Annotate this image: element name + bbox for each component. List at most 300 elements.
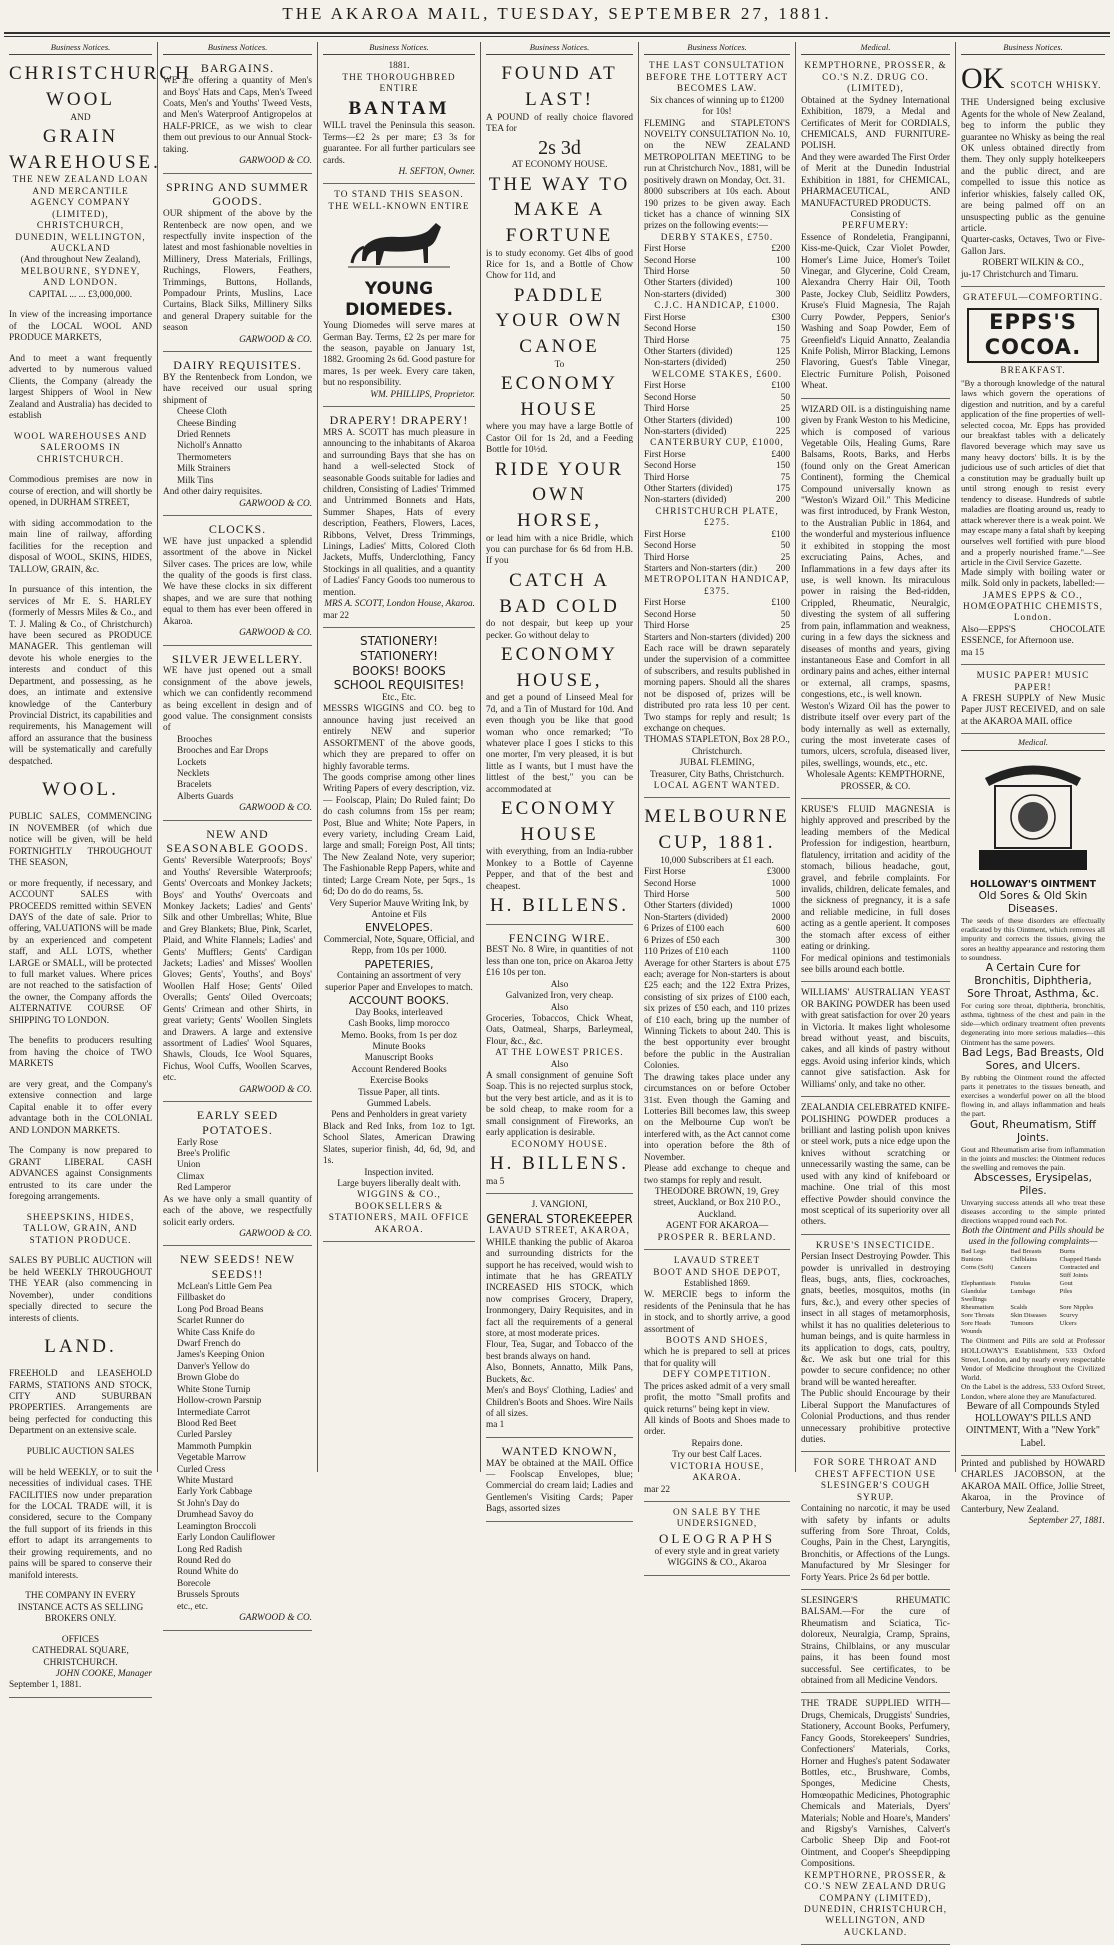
ad-body: Also, Bonnets, Annatto, Milk Pans, Buckets, &c. xyxy=(486,1363,633,1385)
ad-subtitle: THE WELL-KNOWN ENTIRE xyxy=(328,201,470,212)
signature: KEMPTHORNE, PROSSER, & CO.'S NEW ZEALAND DRUG COMPANY (LIMITED), DUNEDIN, CHRISTCHURCH, WELLINGTON, AND AUCKLAND. xyxy=(803,1870,948,1938)
ad-date: mar 22 xyxy=(323,610,350,621)
signature: ROBERT WILKIN & CO., xyxy=(982,258,1084,269)
list-item: etc., etc. xyxy=(177,1601,208,1612)
ad-body: Essence of Rondeletia, Frangipanni, Kiss-me-Quick, Czar Violet Powder, Homer's Lime Juice, Homer's Toilet Vinegar, and Glycerine, Cold Cream, Alexandra Cherry Hair Oil, Tooth Paste, Jockey Club, Seidlitz Powders, Kruse's Fluid Magnesia, The Rajah Curry Powder, Peppers, Senior's Washing and Soap Powder, Eem of Greenfield's Liquid Annatto, Zealandia Knife Polish, Mirror Blacking, Lemons Flavoring, Guest's Table Vinegar, Electric Furniture Polish, Poisoned Wheat. xyxy=(801,232,950,392)
ad-subtitle: SCOTCH WHISKY. xyxy=(1010,81,1102,92)
cities-2: MELBOURNE, SYDNEY, AND LONDON. xyxy=(20,266,141,289)
table-cell-label: Starters and Non-starters (divided) xyxy=(644,632,773,643)
prize-table xyxy=(644,867,790,958)
ad-body: Very Superior Mauve Writing Ink, by Antoine et Fils xyxy=(329,898,469,921)
list-item: Milk Strainers xyxy=(177,464,231,475)
list-item: Drumhead Savoy do xyxy=(177,1510,254,1521)
table-cell-label: Second Horse xyxy=(644,324,696,335)
list-item: Long Red Radish xyxy=(177,1544,243,1555)
signature: GARWOOD & CO. xyxy=(239,156,312,167)
list-item: Memo. Books, from 1s per doz xyxy=(341,1030,457,1041)
list-item: White Mustard xyxy=(177,1476,234,1487)
ad-date: ma 1 xyxy=(486,1420,505,1431)
section-heading: Abscesses, Erysipelas, Piles. xyxy=(974,1172,1092,1198)
table-cell-value: 150 xyxy=(776,461,790,472)
ad-body: Average for other Starters is about £75 each; average for Non-starters is about £25 each; and the 122 Extra Prizes, consisting of six prizes of £100 each, six prizes of £50 each, and 110 prizes of £10 each, bring up the number of Winning Tickets to about 240. This is the best opportunity ever brought before the public in the Australian Colonies. xyxy=(644,958,790,1072)
ad-body: AT THE LOWEST PRICES. xyxy=(495,1048,624,1059)
ad-body: which he is prepared to sell at prices that for quality will xyxy=(644,1347,790,1369)
table-row xyxy=(644,598,790,609)
list-item: Mammoth Pumpkin xyxy=(177,1441,252,1452)
ad-body: Also xyxy=(550,1059,569,1070)
ad-date: ma 15 xyxy=(961,647,984,658)
table-row xyxy=(644,484,790,495)
ad-title: KRUSE'S INSECTICIDE. xyxy=(815,1240,936,1251)
signature: WM. PHILLIPS, Proprietor. xyxy=(370,389,475,400)
ad-body: Consisting of xyxy=(850,209,901,220)
ad-body: A POUND of really choice flavored TEA for xyxy=(486,112,633,135)
table-row xyxy=(644,404,790,415)
zealandia-polish-ad xyxy=(801,1100,950,1235)
signature: GARWOOD & CO. xyxy=(239,628,312,639)
bargains-ad xyxy=(163,58,312,173)
ad-title: SLESINGER'S COUGH SYRUP. xyxy=(820,1481,931,1503)
ad-title: SCHOOL REQUISITES! xyxy=(333,678,465,693)
ad-body: Groceries, Tobaccos, Chick Wheat, Oats, Oatmeal, Sharps, Barleymeal, Flour, &c., &c. xyxy=(486,1013,633,1047)
race-title: C.J.C. HANDICAP, £1000. xyxy=(654,301,780,312)
table-cell-value: £300 xyxy=(771,312,790,323)
ad-body: Made simply with boiling water or milk. Sold only in packets, labelled:— xyxy=(961,567,1105,590)
ad-title: OK xyxy=(961,62,1005,96)
ad-body: THE Undersigned being exclusive Agents for the whole of New Zealand, beg to inform the public they guarantee no Whisky as being the real OK unless obtained directly from them. They only supply hotelkeepers and the public direct, and are compelled to issue this notice as inferior whiskies, falsely called OK, are being palmed off on an unsuspecting public as the genuine article. xyxy=(961,98,1105,234)
ad-body: with everything, from an India-rubber Monkey to a Bottle of Cayenne Pepper, and that of the best and cheapest. xyxy=(486,847,633,892)
ad-date: ju-17 Christchurch and Timaru. xyxy=(961,269,1079,280)
horse-illustration xyxy=(344,217,454,275)
list-item: Thermometers xyxy=(177,452,232,463)
list-item: Bunions xyxy=(961,1256,983,1264)
table-cell-label: Other Starters (divided) xyxy=(644,347,733,357)
table-row xyxy=(644,901,790,912)
ad-title: H. BILLENS. xyxy=(489,895,630,917)
ad-title: CATCH A BAD COLD xyxy=(499,569,620,617)
holloway-seal-illustration xyxy=(973,760,1093,878)
ad-body: A FRESH SUPPLY of New Music Paper JUST RECEIVED, and on sale at the AKAROA MAIL office xyxy=(961,693,1105,727)
table-cell-label: First Horse xyxy=(644,449,686,460)
list-item: Cheese Cloth xyxy=(177,407,227,418)
list-item: Corns (Soft) xyxy=(961,1264,994,1272)
column-header: Business Notices. xyxy=(9,42,152,55)
ad-body: do not despair, but keep up your pecker. Go without delay to xyxy=(486,619,633,641)
ad-title: FOR SORE THROAT AND CHEST AFFECTION USE xyxy=(813,1458,938,1480)
list-item: White Stone Turnip xyxy=(177,1384,251,1395)
ad-title: SILVER JEWELLERY. xyxy=(171,651,303,666)
race-title: METROPOLITAN HANDICAP, £375. xyxy=(644,575,790,597)
table-cell-label: 6 Prizes of £50 each xyxy=(644,935,720,946)
table-cell-label: Second Horse xyxy=(644,541,696,552)
ad-title: BOOT AND SHOE DEPOT, xyxy=(653,1267,781,1278)
table-cell-value: 200 xyxy=(776,632,790,643)
table-cell-value: 150 xyxy=(776,324,790,335)
ad-title-row xyxy=(961,61,1105,98)
ad-body: By rubbing the Ointment round the affected parts it penetrates to the tissues beneath, and exercises a wonderful power on all the blood flowing in, and allays inflammation and heals the part. xyxy=(961,1072,1105,1119)
table-cell-value: 75 xyxy=(780,335,790,346)
table-cell-label: Third Horse xyxy=(644,335,690,346)
table-cell-label: Second Horse xyxy=(644,609,696,620)
ad-title: MUSIC PAPER! MUSIC PAPER! xyxy=(976,671,1090,693)
signature: H. SEFTON, Owner. xyxy=(398,167,475,178)
stationery-ad xyxy=(323,631,475,1242)
table-row xyxy=(644,867,790,878)
list-item: Manuscript Books xyxy=(364,1053,434,1064)
table-row xyxy=(644,416,790,427)
list-item: Red Lamperor xyxy=(177,1183,231,1194)
table-cell-value: £100 xyxy=(771,598,790,609)
prize-table xyxy=(644,381,790,438)
ad-body: The prices asked admit of a very small profit, the motto "Small profits and quick returns" being kept in view. xyxy=(644,1381,790,1415)
paragraph: The benefits to producers resulting from having the choice of TWO MARKETS xyxy=(9,1036,152,1070)
signature: GARWOOD & CO. xyxy=(239,498,312,509)
ad-body: Both the Ointment and Pills should be used in the following complaints— xyxy=(961,1225,1105,1248)
table-cell-value: 225 xyxy=(776,426,790,437)
offices: OFFICES xyxy=(61,1634,100,1645)
paragraph: Commodious premises are now in course of erection, and will shortly be opened, in DURHAM STREET, xyxy=(9,475,152,509)
table-cell-value: 250 xyxy=(776,358,790,369)
list-item: Skin Diseases xyxy=(1010,1312,1047,1320)
ad-body: WHILE thanking the public of Akaroa and surrounding districts for the support he has received, would wish to intimate that he has GREATLY INCREASED HIS STOCK, which now comprises Grocery, Drapery, Ironmongery, Dairy Requisites, and in fact all the requirements of a general store, at most moderate prices. xyxy=(486,1237,633,1340)
dairy-ad xyxy=(163,355,312,516)
ad-subtitle: Established 1869. xyxy=(683,1278,751,1289)
table-cell-label: First Horse xyxy=(644,598,686,609)
table-cell-label: Third Horse xyxy=(644,472,690,483)
table-row xyxy=(644,913,790,924)
table-row xyxy=(644,358,790,369)
table-cell-label: Other Starters (divided) xyxy=(644,484,733,495)
table-row xyxy=(644,495,790,506)
ad-title: GENERAL STOREKEEPER xyxy=(486,1211,633,1226)
table-row xyxy=(644,621,790,632)
cities: CHRISTCHURCH, DUNEDIN, WELLINGTON, AUCKLAND xyxy=(15,221,146,254)
list-item: Brussels Sprouts xyxy=(177,1590,240,1601)
paragraph: In view of the increasing importance of the LOCAL WOOL AND PRODUCE MARKETS, xyxy=(9,310,152,344)
ad-body: On the Label is the address, 533 Oxford Street, London, where alone they are Manufactured. xyxy=(961,1382,1105,1401)
ad-body: Black and Red Inks, from 1oz to 1gt. School Slates, American Drawing Slates, superior finish, 4d, 6d, 9d, and 1s. xyxy=(323,1121,475,1167)
list-item: Bad Legs xyxy=(961,1248,986,1256)
ad-body: For curing sore throat, diphtheria, bronchitis, asthma, tightness of the chest and pain in the side—which ordinary treatment often prevents degenerating into more serious maladies—this Ointment has the same powers. xyxy=(961,1000,1105,1047)
seed-potatoes-ad xyxy=(163,1105,312,1246)
table-row xyxy=(644,450,790,461)
ad-body: ZEALANDIA CELEBRATED KNIFE-POLISHING POWDER produces a brilliant and lasting polish upon knives or steel work, puts a nice edge upon the knives without scratching or unnecessarily wasting the same, can be used with any kind of knifeboard or machine. One trial of this most effective Powder should convince the most sceptical of its superiority over all others. xyxy=(801,1103,950,1228)
consultation-ad xyxy=(644,58,790,798)
ad-body: Also xyxy=(550,979,569,990)
office-address: CATHEDRAL SQUARE, CHRISTCHURCH. xyxy=(32,1646,129,1668)
section-heading: ENVELOPES. xyxy=(364,921,434,935)
ad-body: Quarter-casks, Octaves, Two or Five-Gallon Jars. xyxy=(961,235,1105,257)
new-seeds-ad xyxy=(163,1249,312,1630)
ad-body: where you may have a large Bottle of Castor Oil for 1s 2d, and a Feeding Bottle for 10½d. xyxy=(486,422,633,456)
list-item: Gout xyxy=(1059,1280,1073,1288)
list-item: Cheese Binding xyxy=(177,418,237,429)
table-row xyxy=(644,879,790,890)
table-cell-label: First Horse xyxy=(644,867,686,878)
signature: JUBAL FLEMING, xyxy=(679,758,755,769)
ad-body: Each race will be drawn separately under the supervision of a committee of subscribers, and results published in morning papers. Should all the shares not be disposed of, prizes will be distributed pro rata less 10 per cent. Two stamps for reply and result; 1s exchange on cheques. xyxy=(644,643,790,734)
paragraph: The Company is now prepared to GRANT LIBERAL CASH ADVANCES against Consignments entrusted to its care under the foregoing arrangements. xyxy=(9,1146,152,1203)
table-row xyxy=(644,633,790,644)
table-cell-label: Third Horse xyxy=(644,621,690,632)
table-cell-label: Other Starters (divided) xyxy=(644,901,733,912)
table-cell-value: 300 xyxy=(776,289,790,300)
ad-body: FLEMING and STAPLETON'S NOVELTY CONSULTATION No. 10, on the NEW ZEALAND METROPOLITAN MEETING to be run at Christchurch Nov., 1881, will be positively drawn on Monday, Oct. 31. xyxy=(644,118,790,186)
rheumatic-balsam-ad xyxy=(801,1593,950,1693)
music-paper-ad xyxy=(961,668,1105,734)
race-title: DERBY STAKES, £750. xyxy=(660,232,774,243)
list-item: Dwarf French do xyxy=(177,1339,241,1349)
section-heading: Bad Legs, Bad Breasts, Old Sores, and Ulcers. xyxy=(962,1046,1104,1072)
drapery-ad xyxy=(323,410,475,628)
list-item: Intermediate Carrot xyxy=(177,1407,251,1418)
ad-body: Unvarying success attends all who treat these diseases according to the simple printed directions wrapped round each Pot. xyxy=(961,1197,1105,1226)
table-row xyxy=(644,936,790,947)
list-item: Bracelets xyxy=(177,780,212,791)
ad-title-and: AND xyxy=(70,112,91,123)
table-cell-label: First Horse xyxy=(644,312,686,323)
list-item: Curled Cress xyxy=(177,1464,226,1475)
ad-body: ECONOMY HOUSE. xyxy=(511,1139,608,1150)
table-row xyxy=(644,473,790,484)
ad-title: CLOCKS. xyxy=(208,521,267,536)
list-item: Danver's Yellow do xyxy=(177,1361,250,1372)
table-cell-value: 300 xyxy=(776,935,790,946)
column-7 xyxy=(956,42,1110,1527)
list-item: Burns xyxy=(1059,1248,1076,1256)
list-item: Cash Books, limp morocco xyxy=(348,1019,450,1030)
list-item: Hollow-crown Parsnip xyxy=(177,1396,262,1407)
table-cell-value: 2000 xyxy=(771,912,790,923)
ad-title: ECONOMY HOUSE xyxy=(500,798,619,845)
ad-title: HOLLOWAY'S OINTMENT xyxy=(970,878,1096,890)
ad-title: YOUNG DIOMEDES. xyxy=(345,279,453,321)
ad-body: WE have just opened out a small consignment of the above jewels, which we can confidently recommend as being excellent in design and of good value. The consignment consists of xyxy=(163,666,312,734)
list-item: James's Keeping Onion xyxy=(177,1350,265,1361)
list-item: Union xyxy=(177,1160,201,1171)
prize-table xyxy=(644,598,790,644)
ad-body: Containing an assortment of very superior Paper and Envelopes to match. xyxy=(325,971,473,993)
signature: WIGGINS & CO., BOOKSELLERS & STATIONERS, MAIL OFFICE AKAROA. xyxy=(328,1190,470,1235)
list-item: Sore Nipples xyxy=(1059,1304,1094,1312)
section-heading: ACCOUNT BOOKS. xyxy=(348,994,450,1008)
imprint-date: September 27, 1881. xyxy=(1028,1516,1105,1527)
race-title: WELCOME STAKES, £600. xyxy=(651,369,783,380)
masthead: THE AKAROA MAIL, TUESDAY, SEPTEMBER 27, 1881. xyxy=(282,4,832,23)
table-row xyxy=(644,461,790,472)
wanted-ad xyxy=(486,1441,633,1522)
ad-title: THE LAST CONSULTATION BEFORE THE LOTTERY ACT BECOMES LAW. xyxy=(645,61,789,95)
signature: THOMAS STAPLETON, Box 28 P.O., Christchurch. xyxy=(644,735,790,757)
list-item: Blood Red Beet xyxy=(177,1418,237,1429)
capital: CAPITAL ... ... £3,000,000. xyxy=(28,289,133,300)
ad-title: PADDLE YOUR OWN CANOE xyxy=(495,284,624,358)
paragraph: are very great, and the Company's extensive connection and large Capital enable it to offer every advantage both in the COLONIAL AND LONDON MARKETS. xyxy=(9,1080,152,1136)
list-item: Curled Parsley xyxy=(177,1430,232,1441)
list-item: Climax xyxy=(177,1171,205,1182)
table-row xyxy=(644,564,790,575)
column-header: Medical. xyxy=(961,737,1105,750)
ad-subtitle: Etc., Etc. xyxy=(381,693,417,703)
list-item: Round White do xyxy=(177,1567,239,1578)
ad-body: Gout and Rheumatism arise from inflammation in the joints and muscles: the Ointment reduces the swelling and removes the pain. xyxy=(961,1144,1105,1172)
ad-body: Try our best Calf Laces. xyxy=(672,1450,762,1461)
boot-depot-ad xyxy=(644,1253,790,1502)
list-item: Round Red do xyxy=(177,1556,231,1567)
table-row xyxy=(644,267,790,278)
table-cell-label: First Horse xyxy=(644,529,686,540)
paragraph: PUBLIC AUCTION SALES xyxy=(26,1447,135,1457)
list-item: Sore Heads xyxy=(961,1320,991,1328)
paragraph: And to meet a want frequently adverted to by numerous valued Clients, the Company (already the largest Shippers of Wool in New Zealand and Australia) has decided to establish xyxy=(9,353,152,422)
list-item: Bad Breasts xyxy=(1010,1248,1042,1256)
list-item: Contracted and Stiff Joints xyxy=(1059,1264,1100,1280)
price: 2s 3d xyxy=(538,136,581,159)
table-cell-label: Third Horse xyxy=(644,890,690,900)
table-row xyxy=(644,313,790,324)
table-cell-value: 25 xyxy=(780,404,790,415)
table-cell-value: 100 xyxy=(776,255,790,266)
ad-body: Young Diomedes will serve mares at German Bay. Terms, £2 2s per mare for the season, payable on January 1st, 1882. Grooming 2s 6d. Good pasture for mares, 1s per week. Every care taken, but no responsibility. xyxy=(323,321,475,389)
ad-body: WILLIAMS' AUSTRALIAN YEAST OR BAKING POWDER has been used with great satisfaction for over 20 years in Victoria. It makes light wholesome bread without yeast, and biscuits, cakes, and all kinds of pastry without eggs. Avoid using inferior kinds, which cannot give satisfaction. Ask for Williams' only, and take no other. xyxy=(801,988,950,1090)
ad-title: KEMPTHORNE, PROSSER, & CO.'S N.Z. DRUG CO. (LIMITED), xyxy=(804,61,947,95)
imprint-text: Printed and published by HOWARD CHARLES JACOBSON, at the AKAROA MAIL Office, Jollie Street, Akaroa, in the Province of Canterbury, New Zealand. xyxy=(961,1459,1105,1515)
ad-body: And they were awarded The First Order of Merit at the Dunedin Industrial Exhibition in 1881, for CHEMICAL, PHARMACEUTICAL, AND MANUFACTURED PRODUCTS. xyxy=(801,152,950,209)
imprint xyxy=(961,1459,1105,1528)
vangioni-ad xyxy=(486,1197,633,1438)
williams-yeast-ad xyxy=(801,985,950,1097)
paragraph: SHEEPSKINS, HIDES, TALLOW, GRAIN, AND STATION PRODUCE. xyxy=(23,1212,138,1246)
list-item: Dried Rennets xyxy=(177,430,231,440)
list-item: Glandular Swellings xyxy=(961,1288,987,1304)
table-cell-value: 500 xyxy=(776,890,790,900)
paragraph: THE COMPANY IN EVERY INSTANCE ACTS AS SELLING BROKERS ONLY. xyxy=(17,1591,144,1625)
race-title: CANTERBURY CUP, £1000, xyxy=(650,438,784,449)
ad-title: EPPS'S COCOA. xyxy=(967,308,1099,364)
table-cell-value: 200 xyxy=(776,495,790,506)
table-cell-label: Non-starters (divided) xyxy=(644,289,727,300)
table-row xyxy=(644,244,790,255)
ad-body: WE are offering a quantity of Men's and Boys' Hats and Caps, Men's Tweed Coats, Men's and Youths' Tweed Vests, and Men's Waterproof Antigropelos at HALF-PRICE, as we wish to clear them out previous to our Annual Stock-taking. xyxy=(163,76,312,155)
ad-body: and get a pound of Linseed Meal for 7d, and a Tin of Mustard for 10d. And even though you be like that good woman who once remarked; "To whatever place I goes I sticks to this one morter, I'm very pleased, it is but little as I wants, but I must have the littlest of the best," you can be accommodated at xyxy=(486,693,633,795)
ad-body: Commercial, Note, Square, Official, and Repp, from 10s per 1000. xyxy=(323,934,475,957)
paragraph: SALES BY PUBLIC AUCTION will be held WEEKLY THROUGHOUT THE YEAR (also commencing in November), under conditions specially directed to secure the interests of clients. xyxy=(9,1256,152,1324)
column-3 xyxy=(318,42,481,1472)
ad-title: DRAPERY! DRAPERY! xyxy=(329,413,469,428)
signature: WIGGINS & CO., Akaroa xyxy=(667,1558,767,1569)
paragraph: or more frequently, if necessary, and ACCOUNT SALES with PROCEEDS remitted within SEVEN DAYS of the date of sale. Prior to offering, VALUATIONS will be made by an experienced and competent staff, and ALL LOTS, whether LARGE or SMALL, will be protected to full market values. Where prices are not reached to the satisfaction of the owner, the Company affords the ALTERNATIVE COURSE OF SHIPPING TO LONDON. xyxy=(9,878,152,1026)
ad-body: 10,000 Subscribers at £1 each. xyxy=(660,855,774,866)
ad-title: WANTED KNOWN, xyxy=(501,1443,618,1458)
list-item: Scarlet Runner do xyxy=(177,1316,245,1327)
ad-title: OLEOGRAPHS xyxy=(659,1530,775,1546)
ad-title: BOOKS! BOOKS xyxy=(352,663,446,678)
wizard-oil-ad xyxy=(801,402,950,799)
seasonable-goods-ad xyxy=(163,824,312,1102)
ad-body: OUR shipment of the above by the Rentenbeck are now open, and we respectfully invite inspection of the latest and most fashionable novelties in Millinery, Dress Materials, Frillings, Ruchings, Flowers, Feathers, Trimmings, Buttons, Hollands, Pompadour Prints, Muslins, Lace Curtains, Black Silks, Millinery Silks and general Drapery suitable for the season xyxy=(163,209,312,334)
signature: JAMES EPPS & CO., HOMŒOPATHIC CHEMISTS, London. xyxy=(963,590,1103,624)
table-row xyxy=(644,278,790,289)
list-item: Early London Cauliflower xyxy=(177,1533,276,1544)
list-item: Alberts Guards xyxy=(177,791,234,802)
table-cell-label: Second Horse xyxy=(644,461,696,472)
melbourne-cup-ad xyxy=(644,801,790,1250)
list-item: Lumbago xyxy=(1010,1288,1036,1296)
table-cell-value: 1000 xyxy=(771,878,790,889)
ad-title: EARLY SEED POTATOES. xyxy=(196,1108,279,1137)
ok-whisky-ad xyxy=(961,58,1105,287)
spring-goods-ad xyxy=(163,177,312,353)
list-item: Fistulas xyxy=(1010,1280,1031,1288)
table-cell-label: Non-Starters (divided) xyxy=(644,912,728,923)
ad-body: DEFY COMPETITION. xyxy=(662,1370,772,1381)
ad-date: mar 22 xyxy=(644,1484,671,1495)
list-item: Brooches xyxy=(177,734,213,745)
column-header: Business Notices. xyxy=(961,42,1105,55)
signature: GARWOOD & CO. xyxy=(239,803,312,814)
table-cell-value: 100 xyxy=(776,278,790,289)
table-row xyxy=(644,381,790,392)
list-item: Leamington Broccoli xyxy=(177,1521,257,1532)
masthead-rule-thin xyxy=(4,36,1110,37)
ad-title: MELBOURNE CUP, 1881. xyxy=(644,806,790,854)
list-item: Account Rendered Books xyxy=(351,1064,447,1075)
table-row xyxy=(644,890,790,901)
list-item: Brooches and Ear Drops xyxy=(177,746,269,757)
ad-body: BY the Rentenbeck from London, we have received our usual spring shipment of xyxy=(163,372,312,406)
table-cell-value: 200 xyxy=(776,564,790,575)
ad-body: BEST No. 8 Wire, in quantities of not less than one ton, price on Akaroa Jetty £16 10s per ton. xyxy=(486,945,633,979)
ad-body: Men's and Boys' Clothing, Ladies' and Children's Boots and Shoes. Wire Nails of all sizes. xyxy=(486,1386,633,1419)
ad-body: The Ointment and Pills are sold at Professor HOLLOWAY'S Establishment, 533 Oxford Street, London, and by nearly every respectable Vendor of Medicine throughout the Civilized World. xyxy=(961,1336,1105,1383)
ad-body: The Public should Encourage by their Liberal Support the Manufactures of Colonial Productions, and thus render unnecessary prohibitive protective duties. xyxy=(801,1389,950,1445)
agent-wanted: LOCAL AGENT WANTED. xyxy=(653,781,781,792)
ad-body: Galvanized Iron, very cheap. xyxy=(505,991,614,1002)
signature: JOHN COOKE, Manager xyxy=(55,1669,152,1680)
table-cell-value: £100 xyxy=(771,529,790,540)
ad-body: BOOTS AND SHOES, xyxy=(665,1336,769,1347)
list-item: McLean's Little Gem Pea xyxy=(177,1281,272,1292)
economy-house-ad xyxy=(486,58,633,924)
table-row xyxy=(644,610,790,621)
table-cell-label: 6 Prizes of £100 each xyxy=(644,924,725,935)
ad-body: Tissue Paper, all tints. xyxy=(358,1087,440,1098)
ad-body: Please add exchange to cheque and two stamps for reply and result. xyxy=(644,1164,790,1186)
ad-body: The drawing takes place under any circumstances on or before October 31st. Even though the Gaming and Lotteries Bill becomes law, this sweep on the Melbourne Cup won't be interfered with, as the Act cannot come into operation before the 8th of November. xyxy=(644,1072,790,1163)
table-cell-value: 100 xyxy=(776,415,790,426)
ad-title: STATIONERY! STATIONERY! xyxy=(360,634,438,663)
ad-body: MESSRS WIGGINS and CO. beg to announce having just received an entirely NEW and superior ASSORTMENT of the above goods, which they are prepared to offer on highly favorable terms. xyxy=(323,704,475,772)
ad-body: All kinds of Boots and Shoes made to order. xyxy=(644,1415,790,1438)
ad-body: Gents' Reversible Waterproofs; Boys' and Youths' Reversible Waterproofs; Gents' Overcoats and Monkey Jackets; Boys' and Youths' Overcoats and Monkey Jackets; Ladies' and Gents' Silk and other Umbrellas; White, Blue and Grey Blankets; Blue, Pink, Scarlet, Plaid, and White Flannels; Ladies' and Gents' Mufflers; Gents' Cardigan Jackets; Ladies' and Misses' Woollen Gloves; Gents', Youths', and Boys' Woollen Half Hose; Gents' Oiled Overalls; Gents' Oiled Overcoats; Gents' Crimean and other Shirts, in great variety; Gents' Woollen Singlets and Drawers. A large and extensive assortment of Ladies' Wool Squares, Shawls, Clouds, Ice Wool Squares, Fichus, Wool Cuffs, Woollen Scarves, etc. xyxy=(163,856,312,1084)
ad-body: Also—EPPS'S CHOCOLATE ESSENCE, for Afternoon use. xyxy=(961,624,1105,647)
table-cell-value: 50 xyxy=(780,267,790,278)
table-row xyxy=(644,947,790,958)
kruse-magnesia-ad xyxy=(801,802,950,982)
ad-body: W. MERCIE begs to inform the residents of the Peninsula that he has in stock, and to shortly arrive, a good assortment of xyxy=(644,1290,790,1335)
list-item: Cancers xyxy=(1010,1264,1032,1272)
agent-label: AGENT FOR AKAROA— xyxy=(665,1221,769,1232)
signature: VICTORIA HOUSE, AKAROA. xyxy=(669,1461,765,1484)
list-item: Early York Cabbage xyxy=(177,1487,253,1498)
ad-body: MRS A. SCOTT has much pleasure in announcing to the inhabitants of Akaroa and surrounding Bays that she has on hand a well-selected Stock of seasonable Goods suitable for ladies and children, Consisting of Ladies' Trimmed and Untrimmed Bonnets and Hats, Summer Shapes, Hats of every description, Feathers, Flowers, Laces, Ribbons, Velvet, Dress Trimmings, Linings, Ladies' Mitts, Colored Cloth Jackets, Muffs, Underclothing, Fancy Stockings in all qualities, and a quantity of Ladies' Fancy Goods too numerous to mention. xyxy=(323,427,475,598)
paragraph: In pursuance of this intention, the services of Mr E. S. HARLEY (formerly of Messrs Miles & Co., and T. J. Maling & Co., of Christchurch) have been secured as PRODUCE MANAGER. This gentleman will devote his whole energies to the interests and conduct of this Department, and possessing, as he does, an intimate and extensive knowledge of the Canterbury Provincial District, its capabilities and requirements, his Management will afford an assurance that the business will be systematically and carefully despatched. xyxy=(9,585,152,767)
table-cell-value: 50 xyxy=(780,392,790,403)
bantam-ad xyxy=(323,58,475,184)
table-row xyxy=(644,393,790,404)
ad-title: ECONOMY HOUSE, xyxy=(500,643,619,691)
table-row xyxy=(644,924,790,935)
